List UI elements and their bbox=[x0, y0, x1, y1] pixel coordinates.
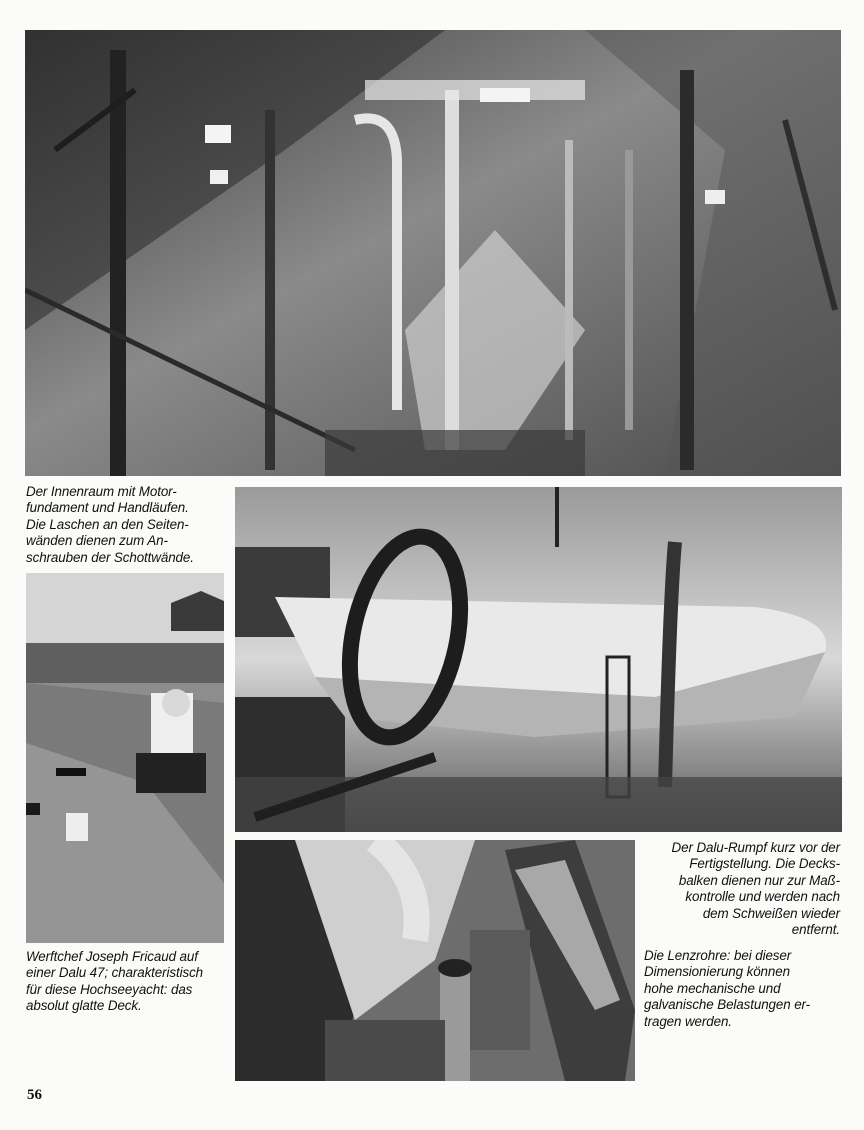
caption-line: kontrolle und werden nach bbox=[685, 889, 840, 905]
caption-line: galvanische Belastungen er- bbox=[644, 997, 811, 1013]
caption-line: absolut glatte Deck. bbox=[26, 998, 142, 1014]
caption-line: hohe mechanische und bbox=[644, 980, 781, 996]
photo-fricaud bbox=[26, 573, 224, 943]
caption-fricaud bbox=[26, 949, 231, 1015]
caption-line: Werftchef Joseph Fricaud auf bbox=[26, 949, 198, 964]
caption-line: entfernt. bbox=[791, 922, 840, 938]
caption-lenzrohre bbox=[644, 948, 844, 1030]
caption-line: Der Innenraum mit Motor- bbox=[26, 484, 177, 499]
photo-lenzrohre bbox=[235, 840, 635, 1081]
caption-line: für diese Hochseeyacht: das bbox=[26, 981, 193, 997]
caption-line: wänden dienen zum An- bbox=[26, 533, 168, 549]
caption-interior bbox=[26, 484, 231, 566]
caption-line: fundament und Handläufen. bbox=[26, 500, 189, 516]
caption-line: schrauben der Schottwände. bbox=[26, 549, 194, 565]
photo-interior bbox=[25, 30, 841, 476]
caption-line: Die Laschen an den Seiten- bbox=[26, 516, 189, 532]
caption-hull bbox=[640, 840, 840, 938]
caption-line: Fertigstellung. Die Decks- bbox=[689, 856, 840, 872]
caption-line: Dimensionierung können bbox=[644, 964, 790, 980]
photo-hull bbox=[235, 487, 842, 832]
caption-line: tragen werden. bbox=[644, 1013, 732, 1029]
caption-line: Der Dalu-Rumpf kurz vor der bbox=[671, 840, 840, 855]
caption-line: balken dienen nur zur Maß- bbox=[678, 872, 840, 888]
page-number: 56 bbox=[27, 1087, 42, 1103]
caption-line: dem Schweißen wieder bbox=[702, 905, 840, 921]
caption-line: einer Dalu 47; charakteristisch bbox=[26, 965, 204, 981]
caption-line: Die Lenzrohre: bei dieser bbox=[644, 948, 792, 963]
